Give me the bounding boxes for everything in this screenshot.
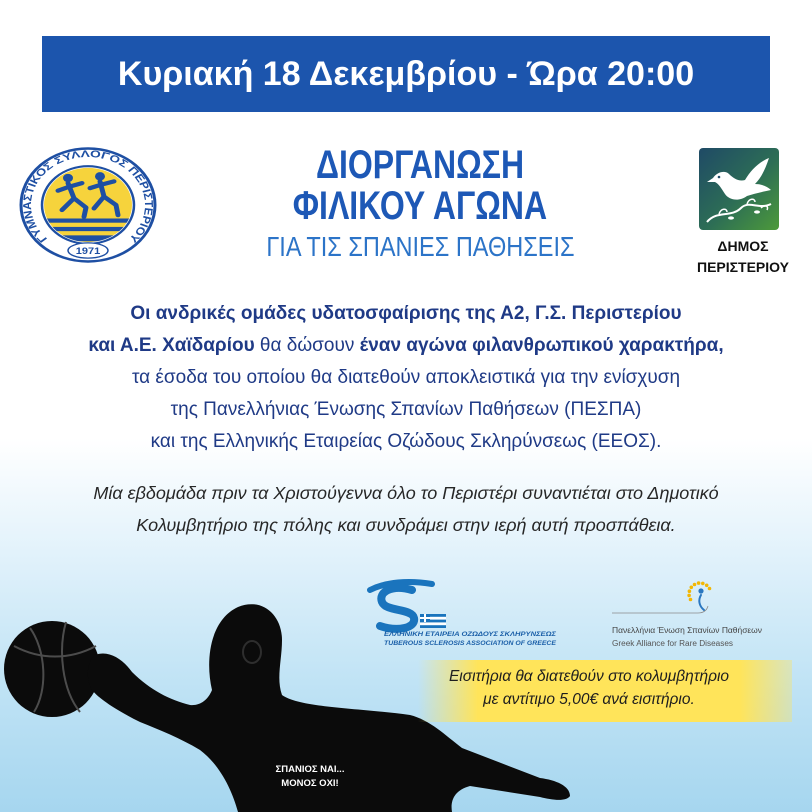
ball-icon xyxy=(4,621,100,717)
date-banner: Κυριακή 18 Δεκεμβρίου - Ώρα 20:00 xyxy=(42,36,770,112)
slogan-line-2: ΜΟΝΟΣ ΟΧΙ! xyxy=(281,778,339,789)
slogan-line-1: ΣΠΑΝΙΟΣ ΝΑΙ... xyxy=(275,764,345,775)
note-line-2: Κολυμβητήριο της πόλης και συνδράμει στην ιερή αυτή προσπάθεια. xyxy=(136,515,676,535)
intro-connector: θα δώσουν xyxy=(254,335,360,356)
eeos-name-greek: ΕΛΛΗΝΙΚΗ ΕΤΑΙΡΕΙΑ ΟΖΩΔΟΥΣ ΣΚΛΗΡΥΝΣΕΩΣ xyxy=(384,631,557,638)
eeos-logo xyxy=(366,578,562,650)
ticket-info-line-1: Εισιτήρια θα διατεθούν στο κολυμβητήριο xyxy=(448,668,730,685)
eeos-name-english: TUBEROUS SCLEROSIS ASSOCIATION OF GREECE xyxy=(384,640,557,647)
emblem-ring-text: ΓΥΜΝΑΣΤΙΚΟΣ ΣΥΛΛΟΓΟΣ ΠΕΡΙΣΤΕΡΙΟΥ xyxy=(21,148,155,245)
pespa-name-greek: Πανελλήνια Ένωση Σπανίων Παθήσεων xyxy=(612,625,762,635)
municipality-label-line-1: ΔΗΜΟΣ xyxy=(717,238,769,254)
emblem-year: 1971 xyxy=(75,246,101,257)
pespa-name-english: Greek Alliance for Rare Diseases xyxy=(612,639,733,648)
pespa-emblem-icon xyxy=(612,581,711,613)
municipality-label-line-2: ΠΕΡΙΣΤΕΡΙΟΥ xyxy=(696,259,790,275)
ticket-info-box xyxy=(418,660,792,722)
title-line-1: ΔΙΟΡΓΑΝΩΣΗ xyxy=(315,143,525,187)
intro-charity: έναν αγώνα φιλανθρωπικού χαρακτήρα, xyxy=(359,335,724,356)
intro-line-5: και της Ελληνικής Εταιρείας Οζώδους Σκληρύνσεως (ΕΕΟΣ). xyxy=(150,431,662,452)
note-line-1: Μία εβδομάδα πριν τα Χριστούγεννα όλο το Περιστέρι συναντιέται στο Δημοτικό xyxy=(93,483,719,503)
intro-line-4: της Πανελλήνιας Ένωσης Σπανίων Παθήσεων (ΠΕΣΠΑ) xyxy=(170,399,642,420)
eeos-emblem-icon xyxy=(370,582,446,629)
intro-teams: και Α.Ε. Χαϊδαρίου xyxy=(88,335,255,356)
ticket-info-line-2: με αντίτιμο 5,00€ ανά εισιτήριο. xyxy=(483,691,695,708)
title-line-2: ΦΙΛΙΚΟΥ ΑΓΩΝΑ xyxy=(292,184,548,228)
subtitle: ΓΙΑ ΤΙΣ ΣΠΑΝΙΕΣ ΠΑΘΗΣΕΙΣ xyxy=(265,231,575,262)
pespa-logo xyxy=(606,576,776,656)
intro-line-3: τα έσοδα του οποίου θα διατεθούν αποκλειστικά για την ενίσχυση xyxy=(131,367,681,388)
intro-line-1: Οι ανδρικές ομάδες υδατοσφαίρισης της Α2, Γ.Σ. Περιστερίου xyxy=(130,303,682,324)
